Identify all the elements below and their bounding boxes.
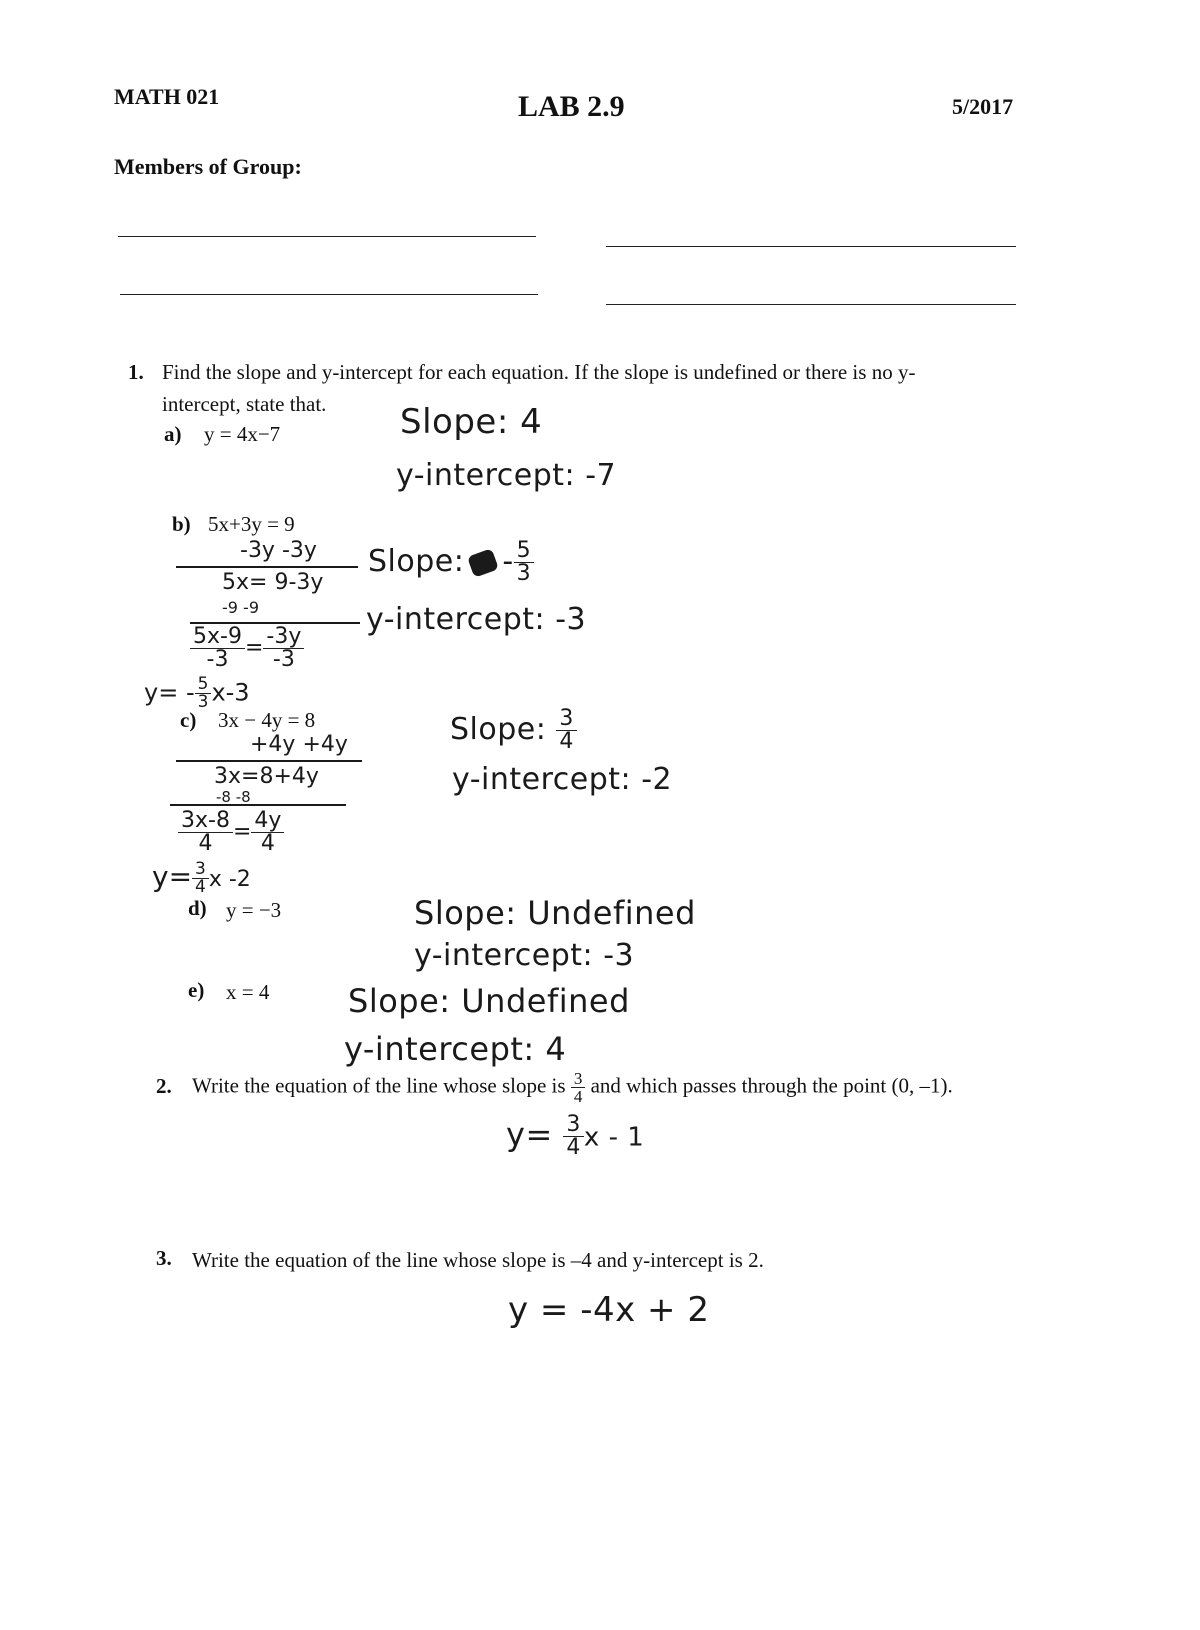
q1e-equation: x = 4 [226, 980, 270, 1004]
q3-number: 3. [156, 1246, 172, 1270]
member-line-1[interactable] [118, 236, 536, 237]
q1d-equation: y = −3 [226, 898, 282, 922]
lab-title: LAB 2.9 [518, 90, 625, 123]
q1b-work-result [144, 676, 250, 711]
header-date: 5/2017 [952, 94, 1014, 119]
q1e-answer-slope: Slope: Undefined [348, 982, 630, 1020]
q1b-work-step1: -3y -3y [240, 538, 317, 563]
q1a-equation: y = 4x−7 [204, 422, 281, 446]
q1b-slope-num: 5 [514, 540, 535, 563]
q1b-label: b) [172, 512, 191, 536]
q1c-work-den-left: 4 [198, 831, 213, 856]
q1c-work-rule1 [176, 760, 362, 762]
q2-prompt-post: and which passes through the point (0, –1). [590, 1073, 953, 1098]
q1-prompt-line2: intercept, state that. [162, 392, 327, 416]
q1b-slope-den: 3 [516, 561, 532, 586]
q1c-slope-den: 4 [559, 729, 574, 754]
q3-answer: y = -4x + 2 [508, 1290, 710, 1330]
q2-answer-num: 3 [563, 1114, 584, 1137]
q1c-result-den: 4 [195, 876, 206, 897]
q1a-answer-slope: Slope: 4 [400, 402, 543, 442]
q2-answer-den: 4 [566, 1135, 581, 1160]
q3-prompt: Write the equation of the line whose slope is –4 and y-intercept is 2. [192, 1248, 764, 1272]
q1b-result-pre: y= - [144, 678, 195, 707]
member-line-4[interactable] [606, 304, 1016, 305]
q1b-work-step2: 5x= 9-3y [222, 570, 324, 595]
q2-slope-den: 4 [573, 1087, 583, 1106]
q1b-work-step3: -9 -9 [222, 598, 259, 617]
member-line-3[interactable] [120, 294, 538, 295]
q1d-answer-intercept: y-intercept: -3 [414, 938, 635, 973]
q1b-work-num-right: -3y [263, 626, 304, 649]
q1c-work-step4 [178, 810, 284, 855]
q1c-work-num-right: 4y [251, 810, 284, 833]
q1c-work-den-right: 4 [260, 831, 275, 856]
q1c-equation: 3x − 4y = 8 [218, 708, 316, 732]
q1b-slope-sign: - [502, 544, 514, 579]
course-code: MATH 021 [114, 84, 220, 109]
scratch-out-mark [467, 548, 499, 578]
q2-prompt [192, 1070, 953, 1105]
q2-answer-post: x - 1 [583, 1122, 645, 1153]
q1-number: 1. [128, 360, 144, 384]
q1a-answer-intercept: y-intercept: -7 [396, 458, 617, 493]
q1c-result-pre: y= [152, 860, 193, 893]
q1b-result-post: x-3 [211, 678, 250, 707]
q1b-work-rule1 [176, 566, 358, 568]
q1c-answer-slope [450, 708, 577, 753]
q1a-label: a) [164, 422, 182, 446]
q1c-work-equals: = [232, 819, 252, 845]
q1b-work-den-left: -3 [206, 647, 229, 672]
q1c-work-step2: 3x=8+4y [214, 764, 319, 789]
q1c-result-num: 3 [192, 861, 209, 879]
q1c-slope-num: 3 [556, 708, 577, 731]
q2-prompt-pre: Write the equation of the line whose slope is [192, 1073, 566, 1098]
q1c-work-rule2 [170, 804, 346, 806]
q1b-equation: 5x+3y = 9 [208, 512, 295, 536]
q1c-result-post: x -2 [208, 867, 251, 892]
q1d-label: d) [188, 896, 207, 920]
q2-answer [506, 1114, 644, 1159]
q2-slope-num: 3 [571, 1070, 586, 1088]
q1b-result-den: 3 [197, 692, 209, 712]
members-label: Members of Group: [114, 154, 302, 179]
q1b-work-den-right: -3 [272, 647, 295, 672]
q2-number: 2. [156, 1074, 172, 1098]
q1b-result-num: 5 [195, 676, 212, 694]
q1c-work-num-left: 3x-8 [178, 810, 233, 833]
q1b-answer-intercept: y-intercept: -3 [366, 602, 587, 637]
q1c-slope-label: Slope: [450, 712, 547, 747]
q1b-work-step4 [190, 626, 304, 671]
q1b-work-equals: = [244, 635, 264, 661]
q1c-label: c) [180, 708, 197, 732]
q1e-answer-intercept: y-intercept: 4 [344, 1030, 567, 1068]
q1c-answer-intercept: y-intercept: -2 [452, 762, 673, 797]
q1c-work-step3: -8 -8 [216, 788, 251, 806]
q1-prompt-line1: Find the slope and y-intercept for each equation. If the slope is undefined or there is no y- [162, 360, 916, 384]
q1d-answer-slope: Slope: Undefined [414, 894, 696, 932]
q1b-answer-slope [368, 540, 534, 585]
member-line-2[interactable] [606, 246, 1016, 247]
q1b-work-num-left: 5x-9 [190, 626, 245, 649]
q2-answer-pre: y= [506, 1115, 553, 1154]
q1e-label: e) [188, 978, 205, 1002]
q1c-work-result [152, 860, 251, 896]
q1c-work-step1: +4y +4y [250, 732, 348, 757]
q1b-slope-label: Slope: [368, 544, 465, 579]
